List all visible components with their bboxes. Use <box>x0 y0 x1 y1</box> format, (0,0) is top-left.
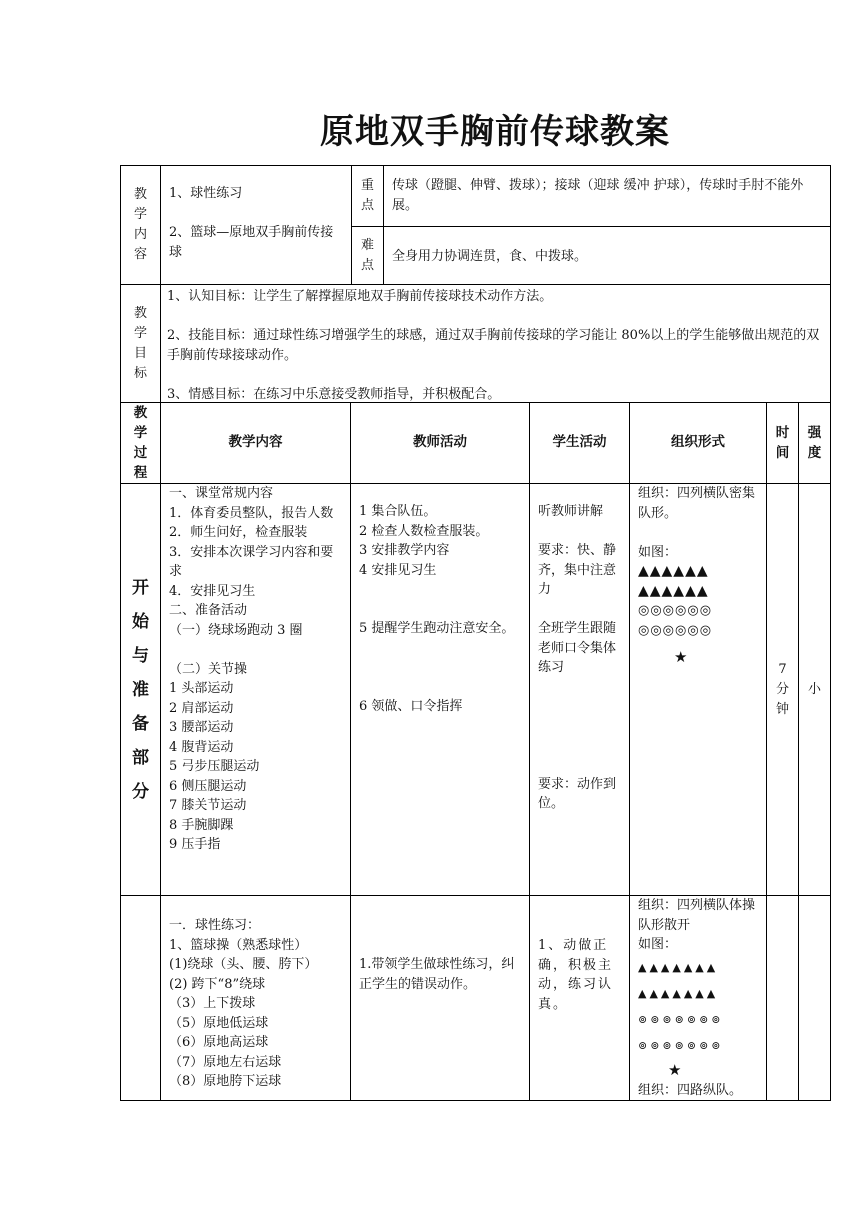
section1-content-line: 2．师生问好，检查服装 <box>169 525 308 540</box>
header-intensity <box>798 402 831 484</box>
process-label: 教学过程 <box>133 405 148 481</box>
content-items-cell <box>160 165 352 285</box>
section1-content-line: 8 手腕脚踝 <box>169 817 234 833</box>
lesson-plan-table <box>121 166 831 1102</box>
section1-intensity-cell <box>798 483 831 896</box>
key-point-label: 重点 <box>360 178 374 213</box>
header-teacher <box>350 402 530 484</box>
header-content <box>160 402 351 484</box>
section2-content-line: （3）上下拨球 <box>169 996 256 1011</box>
objective-item: 3、情感目标：在练习中乐意接受教师指导，并积极配合。 <box>167 386 501 402</box>
section2-org-cell <box>629 895 767 1101</box>
section1-content-cell <box>160 483 351 896</box>
section1-content-line <box>169 640 344 660</box>
header-organization-label: 组织形式 <box>671 434 725 451</box>
formation-row: ▲▲▲▲▲▲▲ <box>638 986 719 1000</box>
header-teacher-label: 教师活动 <box>413 434 467 451</box>
formation-row: ⊚⊚⊚⊚⊚⊚⊚ <box>638 1012 724 1026</box>
section1-teacher-line: 4 安排见习生 <box>359 562 437 578</box>
formation-row: ▲▲▲▲▲▲ <box>638 563 709 579</box>
section1-content-line: 9 压手指 <box>169 837 221 852</box>
section1-content-line: 4．安排见习生 <box>169 583 256 599</box>
section1-teacher-cell <box>350 483 530 896</box>
section2-content-line: （7）原地左右运球 <box>169 1054 282 1070</box>
section2-content-line: （8）原地胯下运球 <box>169 1074 282 1089</box>
objectives-label-cell <box>120 284 161 403</box>
content-label-cell <box>120 165 161 285</box>
section1-org-example: 如图： <box>638 544 678 560</box>
teacher-star-icon: ★ <box>674 648 688 666</box>
key-point-label-cell <box>351 165 384 227</box>
section1-student-line: 全班学生跟随老师口令集体练习 <box>538 621 617 675</box>
section2-content-line: （5）原地低运球 <box>169 1015 269 1031</box>
section1-teacher-line: 1 集合队伍。 <box>359 504 437 519</box>
header-time-label: 时间 <box>775 425 790 461</box>
objectives-cell <box>160 284 831 403</box>
section1-label: 开始与准备部分 <box>132 577 149 802</box>
section1-student-line: 要求：快、静齐，集中注意力 <box>538 543 617 597</box>
difficulty-cell <box>383 226 831 285</box>
objective-item: 2、技能目标：通过球性练习增强学生的球感，通过双手胸前传接球的学习能让 80%以上的学生能够做出规范的双手胸前传球接球动作。 <box>167 328 820 363</box>
section1-student-cell <box>529 483 630 896</box>
objectives-label: 教学目标 <box>133 305 147 381</box>
section2-org-text2: 组织：四路纵队。 <box>638 1082 743 1098</box>
section1-content-line: 3 腰部运动 <box>169 720 234 735</box>
section1-intensity: 小 <box>807 681 821 697</box>
formation-row: ◎◎◎◎◎◎ <box>638 603 713 618</box>
section2-label-cell <box>120 895 161 1101</box>
difficulty-label-cell <box>351 226 384 285</box>
header-student <box>529 402 630 484</box>
section1-content-line: 5 弓步压腿运动 <box>169 759 260 774</box>
section1-teacher-line: 2 检查人数检查服装。 <box>359 523 489 539</box>
section2-student-text: 1、动做正确，积极主动，练习认真。 <box>538 938 614 1012</box>
section2-org-example: 如图： <box>638 937 678 952</box>
section1-content-line: 1 头部运动 <box>169 681 234 696</box>
section1-content-line: （二）关节操 <box>169 661 248 677</box>
section1-teacher-line: 3 安排教学内容 <box>359 543 450 558</box>
section1-time-cell <box>766 483 799 896</box>
header-organization <box>629 402 767 484</box>
content-item: 1、球性练习 <box>169 186 243 201</box>
header-content-label: 教学内容 <box>228 434 283 451</box>
section2-org-text: 组织：四列横队体操队形散开 <box>638 898 756 933</box>
section1-teacher-line: 6 领做、口令指挥 <box>359 698 463 714</box>
process-label-cell <box>120 402 161 484</box>
section1-student-line: 要求：动作到位。 <box>538 776 617 811</box>
section2-content-line: 一．球性练习： <box>169 918 261 933</box>
formation-row: ⊚⊚⊚⊚⊚⊚⊚ <box>638 1038 724 1052</box>
formation-row: ▲▲▲▲▲▲▲ <box>638 960 719 974</box>
section1-content-line: 2 肩部运动 <box>169 700 234 716</box>
section2-content-line: 1、篮球操（熟悉球性） <box>169 937 308 953</box>
section2-content-line: （6）原地高运球 <box>169 1035 269 1050</box>
header-intensity-label: 强度 <box>807 425 822 461</box>
content-label: 教学内容 <box>133 187 147 262</box>
formation-row: ▲▲▲▲▲▲ <box>638 582 709 599</box>
objective-item: 1、认知目标：让学生了解撑握原地双手胸前传接球技术动作方法。 <box>167 289 553 304</box>
section1-label-cell <box>120 483 161 896</box>
formation-row: ◎◎◎◎◎◎ <box>638 622 713 638</box>
section2-content-line: (2) 跨下“8”绕球 <box>169 976 266 992</box>
key-point-cell <box>383 165 831 227</box>
difficulty-text: 全身用力协调连贯，食、中拨球。 <box>392 249 588 264</box>
section1-content-line: （一）绕球场跑动 3 圈 <box>169 622 303 638</box>
section2-time-cell <box>766 895 799 1101</box>
section1-org-cell <box>629 483 767 896</box>
section2-teacher-cell <box>350 895 530 1101</box>
section2-content-line: (1)绕球（头、腰、胯下） <box>169 957 318 972</box>
header-time <box>766 402 799 484</box>
section1-content-line: 1．体育委员整队，报告人数 <box>169 505 334 521</box>
key-point-text: 传球（蹬腿、伸臂、拨球）；接球（迎球 缓冲 护球），传球时手肘不能外展。 <box>392 178 804 213</box>
section2-student-cell <box>529 895 630 1101</box>
section1-content-line: 二、准备活动 <box>169 603 248 618</box>
section1-content-line: 6 侧压腿运动 <box>169 778 247 794</box>
teacher-star-icon: ★ <box>668 1060 682 1079</box>
section1-student-line: 听教师讲解 <box>538 504 604 519</box>
section1-org-text: 组织：四列横队密集队形。 <box>638 486 756 521</box>
section1-content-line: 7 膝关节运动 <box>169 798 247 813</box>
page-title: 原地双手胸前传球教案 <box>320 112 670 152</box>
content-item: 2、篮球—原地双手胸前传接球 <box>169 225 334 260</box>
section2-content-cell <box>160 895 351 1101</box>
header-student-label: 学生活动 <box>552 434 607 451</box>
section1-time: 7 分钟 <box>775 661 789 717</box>
section2-intensity-cell <box>798 895 831 1101</box>
section1-content-line: 一、课堂常规内容 <box>169 486 274 501</box>
section1-teacher-line: 5 提醒学生跑动注意安全。 <box>359 621 515 636</box>
section2-teacher-text: 1.带领学生做球性练习，纠正学生的错误动作。 <box>359 957 515 992</box>
difficulty-label: 难点 <box>360 237 374 273</box>
section1-content-line: 3．安排本次课学习内容和要求 <box>169 544 334 579</box>
section1-content-line: 4 腹背运动 <box>169 739 234 755</box>
